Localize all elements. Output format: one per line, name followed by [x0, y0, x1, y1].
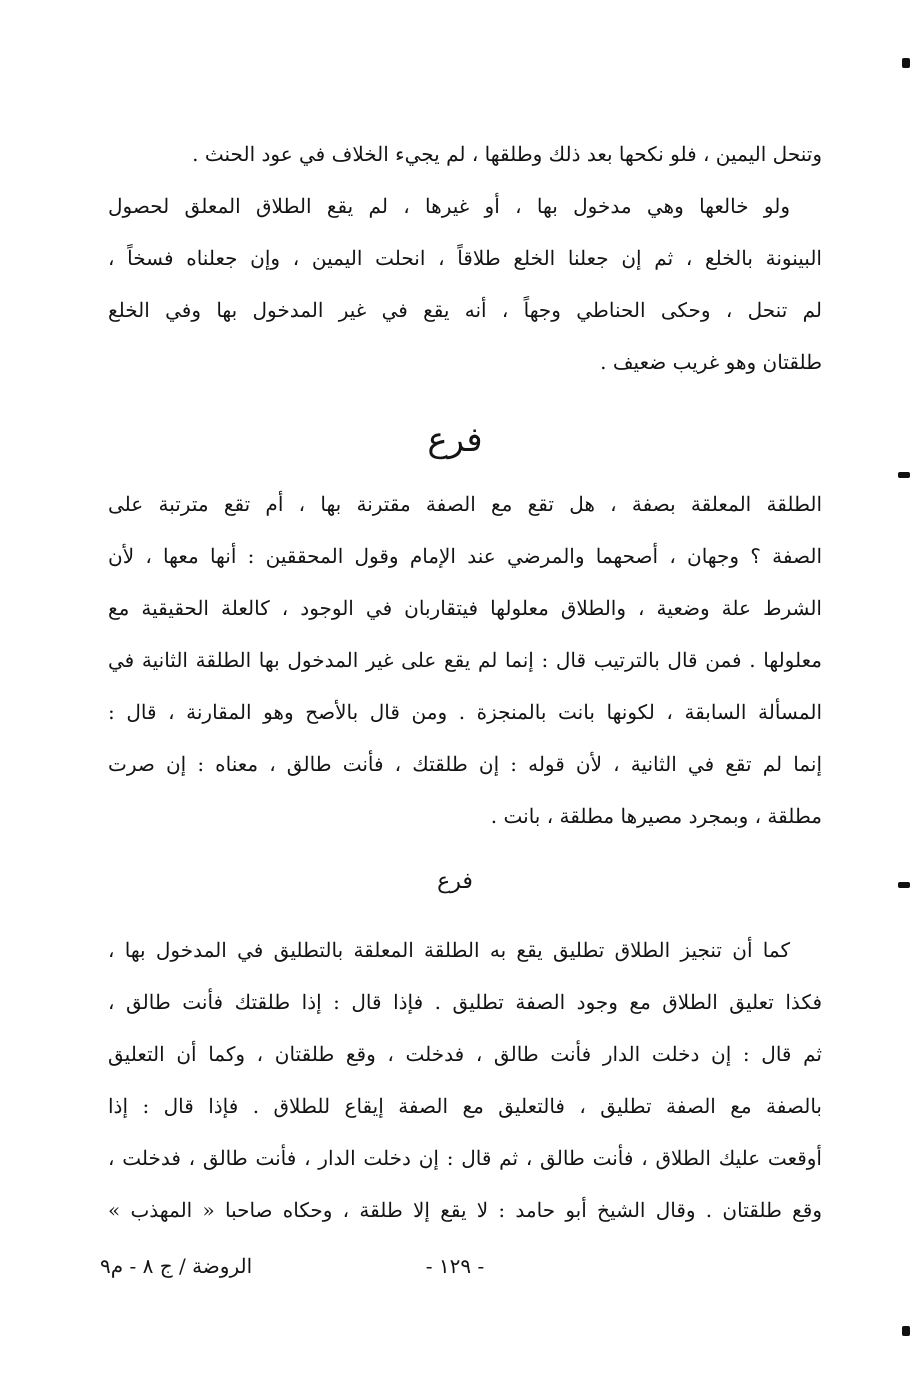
text-line: ثم قال : إن دخلت الدار فأنت طالق ، فدخلت ، وقع طلقتان ، وكما أن التعليق — [108, 1042, 822, 1066]
text-line: المسألة السابقة ، لكونها بانت بالمنجزة . ومن قال بالأصح وهو المقارنة ، قال : — [108, 700, 822, 724]
margin-mark — [902, 1326, 910, 1336]
paragraph-4 — [108, 924, 822, 1236]
text-line: معلولها . فمن قال بالترتيب قال : إنما لم يقع على غير المدخول بها الطلقة الثانية في — [108, 648, 822, 672]
text-line: أوقعت عليك الطلاق ، فأنت طالق ، ثم قال : إن دخلت الدار ، فأنت طالق ، فدخلت ، — [108, 1146, 822, 1170]
margin-mark — [902, 58, 910, 68]
text-line: وتنحل اليمين ، فلو نكحها بعد ذلك وطلقها ، لم يجيء الخلاف في عود الحنث . — [192, 142, 822, 166]
text-line: الطلقة المعلقة بصفة ، هل تقع مع الصفة مقترنة بها ، أم تقع مترتبة على — [108, 492, 822, 516]
text-line: إنما لم تقع في الثانية ، لأن قوله : إن طلقتك ، فأنت طالق ، معناه : إن صرت — [108, 752, 822, 776]
text-line: الشرط علة وضعية ، والطلاق معلولها فيتقاربان في الوجود ، كالعلة الحقيقية مع — [108, 596, 822, 620]
section-heading: فرع — [427, 420, 483, 460]
text-line: الصفة ؟ وجهان ، أصحهما والمرضي عند الإمام وقول المحققين : أنها معها ، لأن — [108, 544, 822, 568]
margin-mark — [898, 882, 910, 888]
page-number: - ١٢٩ - — [425, 1254, 485, 1278]
text-line: لم تنحل ، وحكى الحناطي وجهاً ، أنه يقع في غير المدخول بها وفي الخلع — [108, 298, 822, 322]
text-line: فكذا تعليق الطلاق مع وجود الصفة تطليق . فإذا قال : إذا طلقتك فأنت طالق ، — [108, 990, 822, 1014]
margin-mark — [898, 472, 910, 478]
paragraph-3 — [108, 478, 822, 842]
section-heading: فرع — [437, 869, 473, 894]
text-line: البينونة بالخلع ، ثم إن جعلنا الخلع طلاقاً ، انحلت اليمين ، وإن جعلناه فسخاً ، — [108, 246, 822, 270]
text-line: ولو خالعها وهي مدخول بها ، أو غيرها ، لم يقع الطلاق المعلق لحصول — [108, 194, 790, 218]
text-line: طلقتان وهو غريب ضعيف . — [600, 350, 822, 374]
text-line: مطلقة ، وبمجرد مصيرها مطلقة ، بانت . — [490, 804, 822, 828]
paragraph-1 — [108, 128, 822, 180]
text-line: وقع طلقتان . وقال الشيخ أبو حامد : لا يقع إلا طلقة ، وحكاه صاحبا « المهذب » — [108, 1198, 822, 1222]
paragraph-2 — [108, 180, 822, 388]
text-line: كما أن تنجيز الطلاق تطليق يقع به الطلقة المعلقة بالتطليق في المدخول بها ، — [108, 938, 790, 962]
text-line: بالصفة مع الصفة تطليق ، فالتعليق مع الصفة إيقاع للطلاق . فإذا قال : إذا — [108, 1094, 822, 1118]
volume-reference: الروضة / ج ٨ - م٩ — [100, 1254, 253, 1278]
